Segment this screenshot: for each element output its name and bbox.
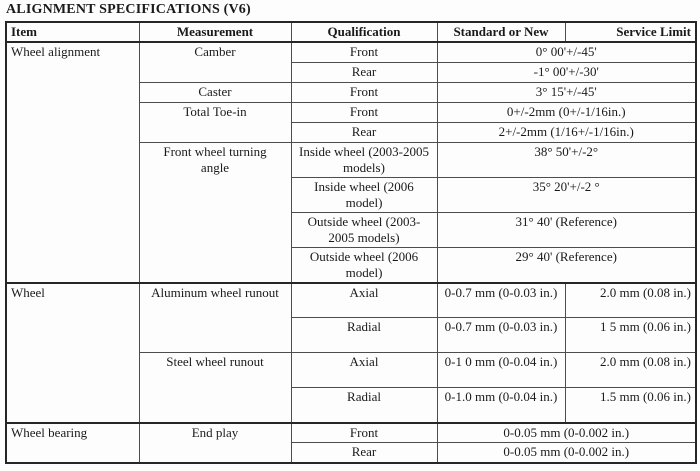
value-cell: 0-0.05 mm (0-0.002 in.) (437, 423, 696, 443)
qualification-cell: Outside wheel (2006 model) (291, 247, 437, 283)
table-row (6, 423, 696, 443)
value-cell: 0° 00'+/-45' (437, 42, 696, 62)
header-qualification: Qualification (291, 22, 437, 42)
value-cell: 0+/-2mm (0+/-1/16in.) (437, 102, 696, 122)
qualification-cell: Radial (291, 318, 437, 353)
measurement-cell-steel-wheel-runout: Steel wheel runout (139, 353, 291, 423)
qualification-cell: Axial (291, 353, 437, 388)
standard-cell: 0-0.7 mm (0-0.03 in.) (437, 318, 565, 353)
qualification-cell: Rear (291, 62, 437, 82)
qualification-cell: Front (291, 423, 437, 443)
value-cell: 0-0.05 mm (0-0.002 in.) (437, 443, 696, 463)
qualification-cell: Outside wheel (2003-2005 models) (291, 212, 437, 247)
page-title: ALIGNMENT SPECIFICATIONS (V6) (6, 2, 251, 17)
value-cell: 35° 20'+/-2 ° (437, 177, 696, 212)
header-measurement: Measurement (139, 22, 291, 42)
header-standard-or-new: Standard or New (437, 22, 565, 42)
qualification-cell: Inside wheel (2006 model) (291, 177, 437, 212)
measurement-cell-aluminum-wheel-runout: Aluminum wheel runout (139, 283, 291, 353)
alignment-specifications-table (5, 21, 697, 464)
qualification-cell: Rear (291, 122, 437, 142)
measurement-cell-caster: Caster (139, 82, 291, 102)
qualification-cell: Radial (291, 388, 437, 423)
item-cell-wheel-bearing: Wheel bearing (6, 423, 139, 463)
standard-cell: 0-1.0 mm (0-0.04 in.) (437, 388, 565, 423)
measurement-cell-camber: Camber (139, 42, 291, 82)
qualification-cell: Axial (291, 283, 437, 318)
service-limit-cell: 1 5 mm (0.06 in.) (565, 318, 696, 353)
header-service-limit: Service Limit (565, 22, 696, 42)
qualification-cell: Front (291, 82, 437, 102)
value-cell: 2+/-2mm (1/16+/-1/16in.) (437, 122, 696, 142)
qualification-cell: Front (291, 42, 437, 62)
measurement-cell-front-wheel-turning-angle: Front wheel turning angle (139, 142, 291, 283)
table-header-row (6, 22, 696, 42)
qualification-cell: Inside wheel (2003-2005 models) (291, 142, 437, 177)
value-cell: 3° 15'+/-45' (437, 82, 696, 102)
qualification-cell: Front (291, 102, 437, 122)
table-row (6, 42, 696, 62)
standard-cell: 0-1 0 mm (0-0.04 in.) (437, 353, 565, 388)
item-cell-wheel-alignment: Wheel alignment (6, 42, 139, 283)
service-limit-cell: 1.5 mm (0.06 in.) (565, 388, 696, 423)
service-limit-cell: 2.0 mm (0.08 in.) (565, 283, 696, 318)
table-row (6, 283, 696, 318)
value-cell: 31° 40' (Reference) (437, 212, 696, 247)
measurement-cell-total-toe-in: Total Toe-in (139, 102, 291, 142)
value-cell: 38° 50'+/-2° (437, 142, 696, 177)
qualification-cell: Rear (291, 443, 437, 463)
service-limit-cell: 2.0 mm (0.08 in.) (565, 353, 696, 388)
item-cell-wheel: Wheel (6, 283, 139, 423)
standard-cell: 0-0.7 mm (0-0.03 in.) (437, 283, 565, 318)
header-item: Item (6, 22, 139, 42)
value-cell: -1° 00'+/-30' (437, 62, 696, 82)
value-cell: 29° 40' (Reference) (437, 247, 696, 283)
measurement-cell-end-play: End play (139, 423, 291, 463)
